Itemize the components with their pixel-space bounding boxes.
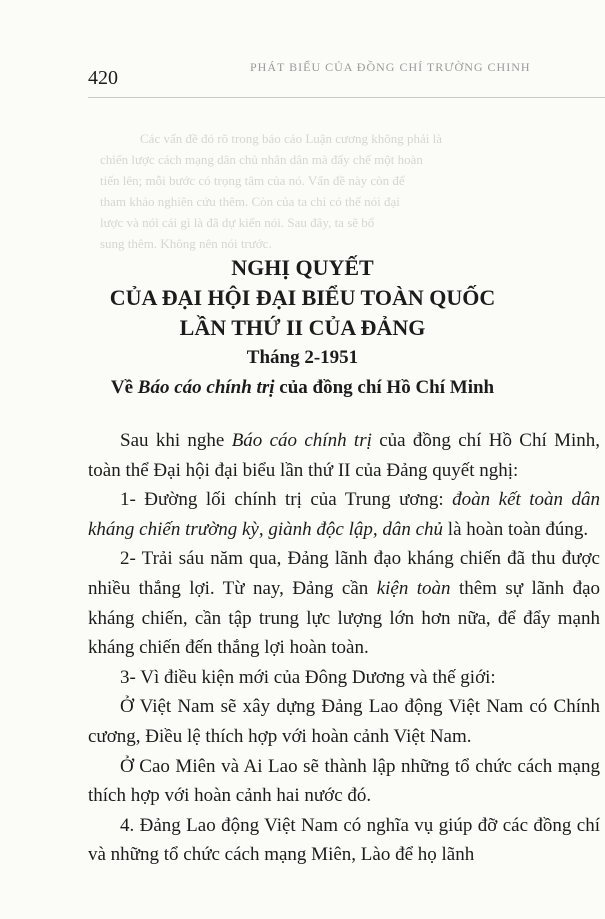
paragraph-1 (88, 426, 600, 485)
p1-post: của đồng chí Hồ Chí Minh, toàn thể Đại hội đại biểu lần thứ II của Đảng quyết nghị: (88, 430, 600, 481)
resolution-title (0, 253, 605, 403)
title-line-1: NGHỊ QUYẾT (231, 255, 374, 280)
subtitle-prefix: Về (110, 377, 138, 398)
title-date: Tháng 2-1951 (246, 347, 359, 368)
p3-post: thêm sự lãnh đạo kháng chiến, cần tập trung lực lượng lớn hơn nữa, để đẩy mạnh kháng chiến đến thắng lợi hoàn toàn. (88, 577, 600, 659)
p2-pre: 1- Đường lối chính trị của Trung ương: (120, 489, 453, 511)
subtitle-emphasis: Báo cáo chính trị (137, 377, 275, 398)
paragraph-4: 3- Vì điều kiện mới của Đông Dương và thế giới: (120, 666, 496, 688)
paragraph-3 (88, 544, 600, 662)
bleed-line: chiến lược cách mạng dân chủ nhân dân mà đẩy chế một hoàn (100, 152, 423, 167)
bleed-line: sung thêm. Không nên nói trước. (100, 236, 272, 251)
running-head: PHÁT BIỂU CỦA ĐỒNG CHÍ TRƯỜNG CHINH (250, 60, 531, 74)
title-line-2: CỦA ĐẠI HỘI ĐẠI BIỂU TOÀN QUỐC (109, 285, 496, 310)
paragraph-7: 4. Đảng Lao động Việt Nam có nghĩa vụ giúp đỡ các đồng chí và những tổ chức cách mạng Miên, Lào để họ lãnh (88, 814, 600, 866)
p3-pre: 2- Trải sáu năm qua, Đảng lãnh đạo kháng chiến đã thu được nhiều thắng lợi. Từ nay, Đảng cần (88, 548, 600, 599)
show-through-text (0, 128, 605, 254)
bleed-line: tiến lên; mỗi bước có trọng tâm của nó. Vấn đề này còn để (100, 173, 405, 188)
p1-em: Báo cáo chính trị (231, 430, 372, 451)
p3-em: kiện toàn (376, 577, 451, 599)
p2-post: là hoàn toàn đúng. (443, 518, 589, 540)
p1-pre: Sau khi nghe (120, 430, 232, 451)
paragraph-6: Ở Cao Miên và Ai Lao sẽ thành lập những tổ chức cách mạng thích hợp với hoàn cảnh hai nước đó. (88, 755, 600, 807)
header-rule (88, 97, 605, 98)
title-line-3: LẦN THỨ II CỦA ĐẢNG (179, 315, 426, 340)
subtitle-suffix: của đồng chí Hồ Chí Minh (274, 377, 495, 398)
p2-em: đoàn kết toàn dân kháng chiến trường kỳ, giành độc lập, dân chủ (88, 489, 600, 540)
title-subtitle (0, 373, 605, 403)
bleed-line: tham khảo nghiên cứu thêm. Còn của ta chỉ có thể nói đại (100, 194, 400, 209)
page-number: 420 (88, 67, 118, 89)
paragraph-2 (88, 485, 600, 544)
resolution-body (88, 426, 600, 870)
paragraph-5: Ở Việt Nam sẽ xây dựng Đảng Lao động Việt Nam có Chính cương, Điều lệ thích hợp với hoàn cảnh Việt Nam. (88, 696, 600, 747)
bleed-line: lược và nói cái gì là đã dự kiến nói. Sau đây, ta sẽ bổ (100, 215, 375, 230)
bleed-line: Các vấn đề đó rõ trong báo cáo Luận cương không phải là (140, 131, 442, 146)
